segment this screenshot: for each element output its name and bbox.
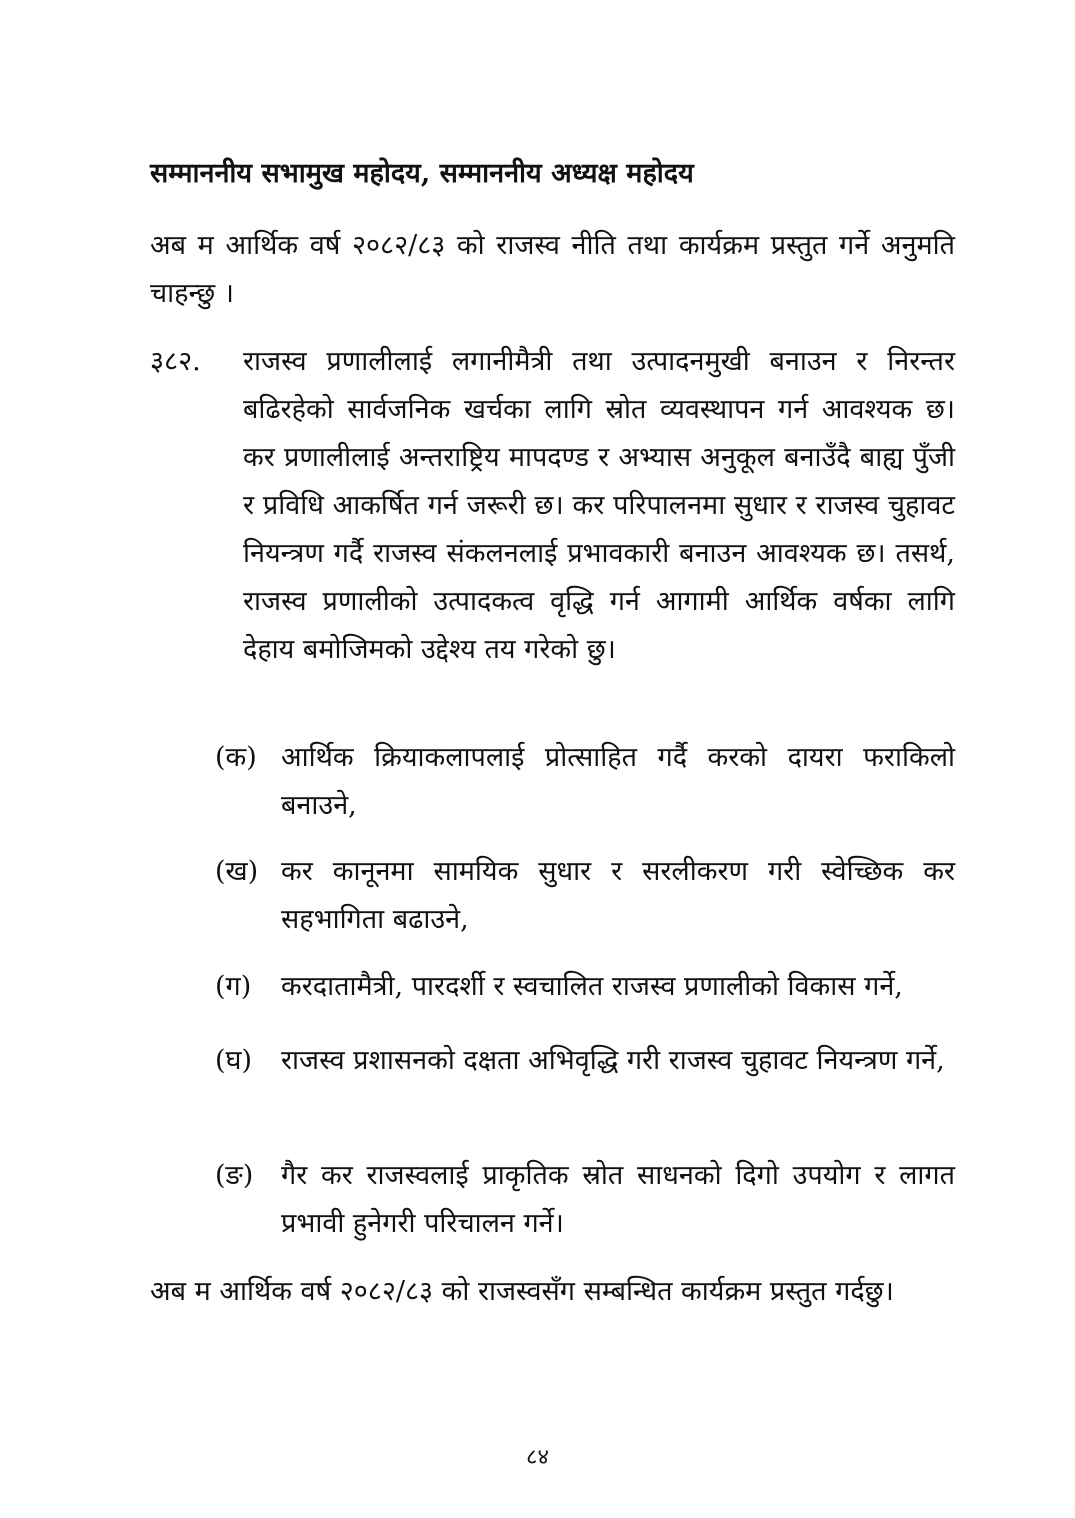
intro-paragraph: अब म आर्थिक वर्ष २०८२/८३ को राजस्व नीति तथा कार्यक्रम प्रस्तुत गर्ने अनुमति चाहन्छु ।	[150, 230, 955, 309]
list-item-label: (घ)	[215, 1045, 253, 1076]
list-item-label: (ग)	[215, 971, 252, 1002]
closing-paragraph: अब म आर्थिक वर्ष २०८२/८३ को राजस्वसँग सम्बन्धित कार्यक्रम प्रस्तुत गर्दछु।	[150, 1276, 894, 1307]
list-item-label: (ख)	[215, 856, 259, 887]
list-item-text: गैर कर राजस्वलाई प्राकृतिक स्रोत साधनको दिगो उपयोग र लागत प्रभावी हुनेगरी परिचालन गर्ने।	[281, 1160, 955, 1239]
list-item-label: (क)	[215, 742, 257, 773]
list-item-text: राजस्व प्रशासनको दक्षता अभिवृद्धि गरी राजस्व चुहावट नियन्त्रण गर्ने,	[281, 1045, 945, 1076]
page-number: ८४	[526, 1445, 549, 1470]
paragraph-text: राजस्व प्रणालीलाई लगानीमैत्री तथा उत्पादनमुखी बनाउन र निरन्तर बढिरहेको सार्वजनिक खर्चका लागि स्रोत व्यवस्थापन गर्न आवश्यक छ। कर प्रणालीलाई अन्तराष्ट्रिय मापदण्ड र अभ्यास अनुकूल बनाउँदै बाह्य पुँजी र प्रविधि आकर्षित गर्न जरूरी छ। कर परिपालनमा सुधार र राजस्व चुहावट नियन्त्रण गर्दै राजस्व संकलनलाई प्रभावकारी बनाउन आवश्यक छ। तसर्थ, राजस्व प्रणालीको उत्पादकत्व वृद्धि गर्न आगामी आर्थिक वर्षका लागि देहाय बमोजिमको उद्देश्य तय गरेको छु।	[243, 346, 955, 665]
list-item-text: करदातामैत्री, पारदर्शी र स्वचालित राजस्व प्रणालीको विकास गर्ने,	[281, 971, 903, 1002]
list-item-text: आर्थिक क्रियाकलापलाई प्रोत्साहित गर्दै करको दायरा फराकिलो बनाउने,	[281, 742, 955, 821]
paragraph-number: ३८२.	[150, 346, 201, 377]
list-item-label: (ङ)	[215, 1160, 254, 1191]
list-item-text: कर कानूनमा सामयिक सुधार र सरलीकरण गरी स्वेच्छिक कर सहभागिता बढाउने,	[281, 856, 955, 935]
page-heading: सम्माननीय सभामुख महोदय, सम्माननीय अध्यक्ष महोदय	[150, 158, 694, 189]
